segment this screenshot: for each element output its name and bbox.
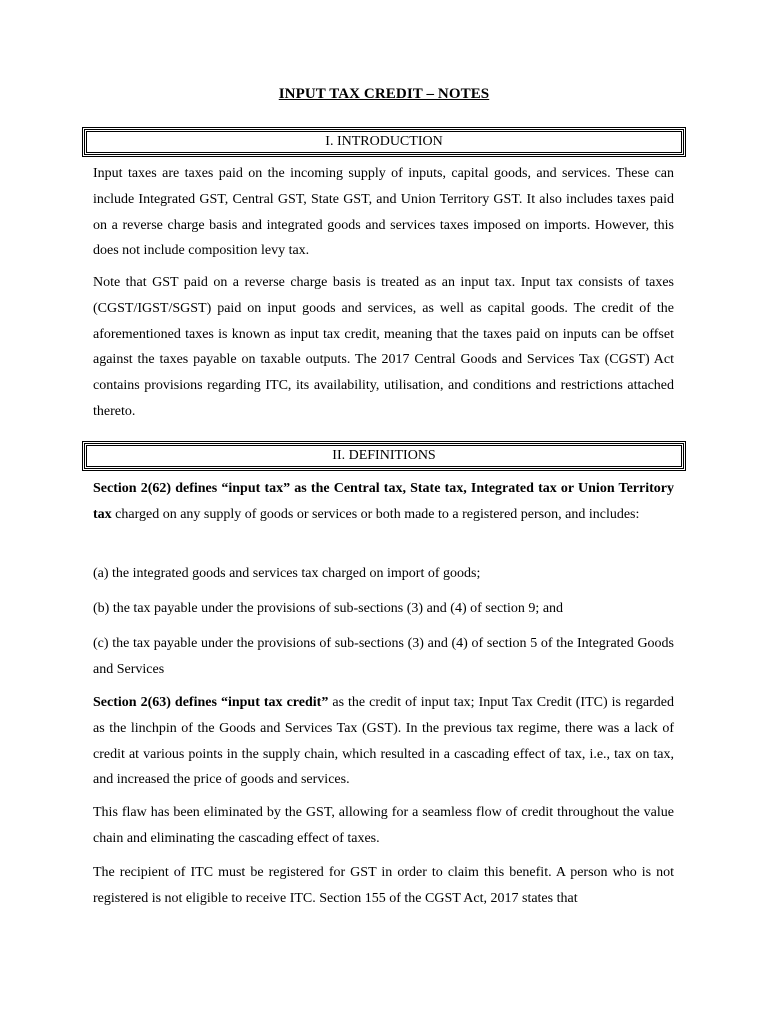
definition-item-c: (c) the tax payable under the provisions of sub-sections (3) and (4) of section 5 of the Integrated Goods and Services bbox=[93, 636, 674, 677]
intro-paragraph-1: Input taxes are taxes paid on the incoming supply of inputs, capital goods, and services. These can include Integrated GST, Central GST, State GST, and Union Territory GST. It also includes taxes paid on a reverse charge basis and integrated goods and services taxes imposed on imports. However, this does not include composition levy tax. bbox=[93, 166, 674, 259]
section-heading-introduction: I. INTRODUCTION bbox=[84, 129, 684, 155]
paragraph-recipient-registration: The recipient of ITC must be registered for GST in order to claim this benefit. A person who is not registered is not eligible to receive ITC. Section 155 of the CGST Act, 2017 states that bbox=[93, 865, 674, 906]
definition-input-tax-credit bbox=[93, 690, 674, 793]
paragraph-flaw-eliminated: This flaw has been eliminated by the GST, allowing for a seamless flow of credit throughout the value chain and eliminating the cascading effect of taxes. bbox=[93, 805, 674, 846]
definition-input-tax-body: charged on any supply of goods or services or both made to a registered person, and includes: bbox=[111, 506, 640, 522]
definition-input-tax bbox=[93, 476, 674, 528]
definition-itc-term: Section 2(63) defines “input tax credit” bbox=[93, 695, 329, 710]
document-title: INPUT TAX CREDIT – NOTES bbox=[278, 86, 490, 102]
intro-paragraph-2: Note that GST paid on a reverse charge basis is treated as an input tax. Input tax consists of taxes (CGST/IGST/SGST) paid on input goods and services, as well as capital goods. The credit of the aforementioned taxes is known as input tax credit, meaning that the taxes paid on inputs can be offset against the taxes payable on taxable outputs. The 2017 Central Goods and Services Tax (CGST) Act contains provisions regarding ITC, its availability, utilisation, and conditions and restrictions attached thereto. bbox=[93, 275, 674, 419]
definition-itc-body: as the credit of input tax; Input Tax Credit (ITC) is regarded as the linchpin of the Goods and Services Tax (GST). In the previous tax regime, there was a lack of credit at various points in the supply chain, which resulted in a cascading effect of tax, i.e., tax on tax, and increased the price of goods and services. bbox=[93, 695, 674, 788]
definition-input-tax-term: Section 2(62) defines “input tax” as the Central tax, State tax, Integrated tax or Union Territory tax bbox=[93, 481, 674, 522]
definition-item-a: (a) the integrated goods and services tax charged on import of goods; bbox=[93, 566, 481, 581]
definition-item-b: (b) the tax payable under the provisions of sub-sections (3) and (4) of section 9; and bbox=[93, 601, 564, 616]
section-heading-definitions: II. DEFINITIONS bbox=[84, 443, 684, 469]
